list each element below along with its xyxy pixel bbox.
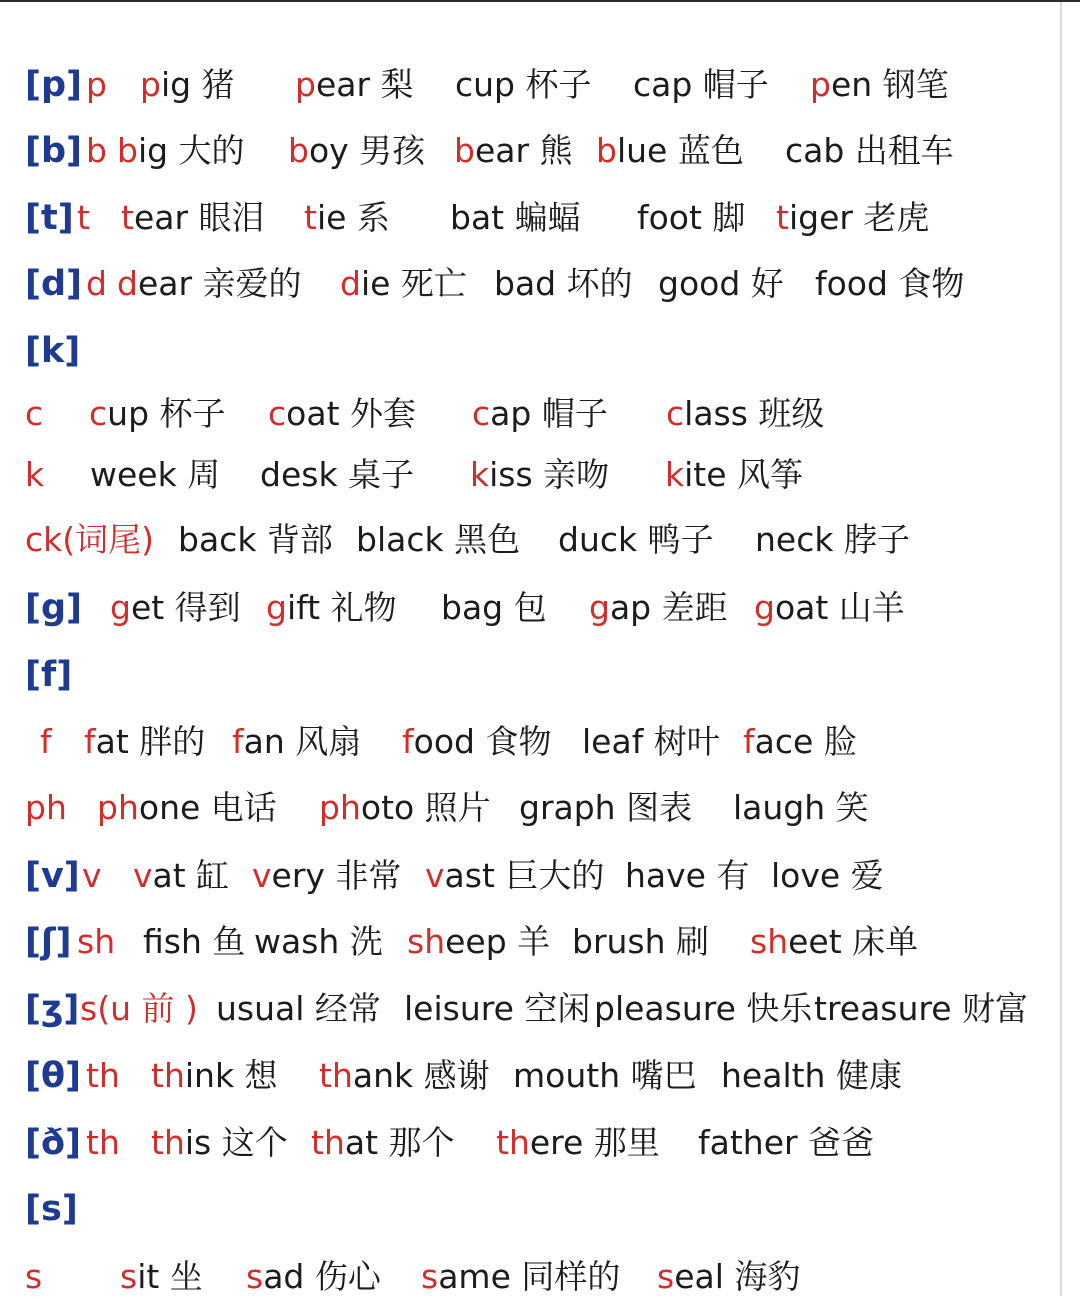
example-word: dear 亲爱的 xyxy=(117,264,302,303)
example-word: have 有 xyxy=(625,856,750,895)
example-word: graph 图表 xyxy=(519,788,693,827)
spelling-pattern: th xyxy=(86,1056,120,1095)
example-word: pig 猪 xyxy=(140,65,235,104)
phonetic-symbol: [f] xyxy=(25,655,73,695)
example-word: leaf 树叶 xyxy=(582,722,720,761)
phonics-row xyxy=(0,848,1080,904)
spelling-pattern: v xyxy=(82,856,102,895)
phonics-row xyxy=(0,190,1080,246)
example-word: father 爸爸 xyxy=(698,1123,875,1162)
phonics-row xyxy=(0,981,1080,1037)
phonics-row xyxy=(0,914,1080,970)
example-word: that 那个 xyxy=(311,1123,455,1162)
example-word: goat 山羊 xyxy=(754,588,905,627)
example-word: sit 坐 xyxy=(120,1257,203,1296)
example-word: food 食物 xyxy=(402,722,552,761)
phonics-row xyxy=(0,1115,1080,1171)
phonics-row xyxy=(0,447,1080,503)
example-word: food 食物 xyxy=(815,264,965,303)
spelling-pattern: p xyxy=(86,65,107,104)
spelling-pattern: sh xyxy=(77,922,116,961)
example-word: cap 帽子 xyxy=(633,65,769,104)
spelling-pattern: s xyxy=(25,1257,43,1296)
example-word: gift 礼物 xyxy=(266,588,397,627)
example-word: seal 海豹 xyxy=(657,1257,801,1296)
example-word: leisure 空闲 xyxy=(404,989,591,1028)
example-word: cup 杯子 xyxy=(455,65,592,104)
example-word: die 死亡 xyxy=(340,264,467,303)
phonics-row xyxy=(0,1048,1080,1104)
phonetic-symbol: [ʃ] xyxy=(25,922,72,962)
example-word: boy 男孩 xyxy=(288,131,426,170)
example-word: pear 梨 xyxy=(295,65,414,104)
example-word: tiger 老虎 xyxy=(776,198,930,237)
example-word: tear 眼泪 xyxy=(121,198,265,237)
example-word: sheep 羊 xyxy=(407,922,551,961)
spelling-pattern: ck(词尾) xyxy=(25,520,155,559)
example-word: neck 脖子 xyxy=(755,520,910,559)
phonics-row xyxy=(0,386,1080,442)
example-word: wash 洗 xyxy=(254,922,383,961)
example-word: gap 差距 xyxy=(589,588,728,627)
example-word: week 周 xyxy=(90,455,221,494)
example-word: usual 经常 xyxy=(216,989,381,1028)
example-word: kiss 亲吻 xyxy=(470,455,610,494)
example-word: pleasure 快乐 xyxy=(594,989,813,1028)
example-word: black 黑色 xyxy=(356,520,521,559)
example-word: big 大的 xyxy=(117,131,245,170)
example-word: brush 刷 xyxy=(572,922,710,961)
example-word: class 班级 xyxy=(666,394,825,433)
spelling-pattern: b xyxy=(86,131,107,170)
example-word: duck 鸭子 xyxy=(558,520,714,559)
example-word: cup 杯子 xyxy=(89,394,226,433)
spelling-pattern: ph xyxy=(25,788,67,827)
example-word: fish 鱼 xyxy=(143,922,246,961)
example-word: coat 外套 xyxy=(268,394,416,433)
example-word: sheet 床单 xyxy=(750,922,919,961)
phonics-row xyxy=(0,714,1080,770)
example-word: same 同样的 xyxy=(421,1257,621,1296)
example-word: think 想 xyxy=(151,1056,278,1095)
spelling-pattern: th xyxy=(86,1123,120,1162)
spelling-pattern: d xyxy=(86,264,107,303)
example-word: bear 熊 xyxy=(454,131,573,170)
phonics-row xyxy=(0,57,1080,113)
spelling-pattern: t xyxy=(77,198,90,237)
phonics-row xyxy=(0,780,1080,836)
example-word: get 得到 xyxy=(110,588,241,627)
example-word: tie 系 xyxy=(304,198,390,237)
example-word: phone 电话 xyxy=(97,788,277,827)
phonetic-symbol: [v] xyxy=(25,856,80,896)
example-word: foot 脚 xyxy=(637,198,746,237)
phonics-row xyxy=(0,1181,1080,1237)
phonics-row xyxy=(0,512,1080,568)
spelling-pattern: k xyxy=(25,455,45,494)
phonics-row xyxy=(0,323,1080,379)
example-word: pen 钢笔 xyxy=(810,65,949,104)
example-word: there 那里 xyxy=(496,1123,660,1162)
phonetic-symbol: [g] xyxy=(25,588,83,628)
spelling-pattern: s(u 前 ) xyxy=(80,989,198,1028)
example-word: face 脸 xyxy=(743,722,857,761)
example-word: cab 出租车 xyxy=(785,131,954,170)
example-word: fan 风扇 xyxy=(232,722,362,761)
example-word: bat 蝙蝠 xyxy=(450,198,581,237)
phonetic-symbol: [θ] xyxy=(25,1056,82,1096)
phonetic-symbol: [ʒ] xyxy=(25,989,80,1029)
top-border xyxy=(0,0,1080,2)
example-word: cap 帽子 xyxy=(472,394,608,433)
example-word: bad 坏的 xyxy=(494,264,633,303)
example-word: thank 感谢 xyxy=(319,1056,490,1095)
example-word: laugh 笑 xyxy=(733,788,869,827)
example-word: photo 照片 xyxy=(319,788,491,827)
phonetic-symbol: [p] xyxy=(25,65,83,105)
phonetic-symbol: [t] xyxy=(25,198,74,238)
example-word: bag 包 xyxy=(441,588,547,627)
example-word: good 好 xyxy=(658,264,784,303)
example-word: sad 伤心 xyxy=(246,1257,381,1296)
example-word: this 这个 xyxy=(151,1123,288,1162)
example-word: vat 缸 xyxy=(133,856,230,895)
example-word: mouth 嘴巴 xyxy=(513,1056,697,1095)
phonetic-symbol: [k] xyxy=(25,331,81,371)
phonics-row xyxy=(0,123,1080,179)
example-word: health 健康 xyxy=(721,1056,902,1095)
spelling-pattern: c xyxy=(25,394,44,433)
example-word: very 非常 xyxy=(252,856,402,895)
spelling-pattern: f xyxy=(40,722,52,761)
phonetic-symbol: [s] xyxy=(25,1189,78,1229)
example-word: vast 巨大的 xyxy=(425,856,605,895)
phonics-row xyxy=(0,647,1080,703)
phonics-row xyxy=(0,1249,1080,1305)
example-word: treasure 财富 xyxy=(814,989,1029,1028)
phonics-row xyxy=(0,580,1080,636)
phonetic-symbol: [d] xyxy=(25,264,83,304)
phonics-row xyxy=(0,256,1080,312)
phonetic-symbol: [ð] xyxy=(25,1123,82,1163)
example-word: love 爱 xyxy=(771,856,884,895)
example-word: desk 桌子 xyxy=(260,455,415,494)
example-word: blue 蓝色 xyxy=(596,131,744,170)
example-word: fat 胖的 xyxy=(84,722,206,761)
example-word: back 背部 xyxy=(178,520,333,559)
example-word: kite 风筝 xyxy=(665,455,804,494)
phonetic-symbol: [b] xyxy=(25,131,83,171)
